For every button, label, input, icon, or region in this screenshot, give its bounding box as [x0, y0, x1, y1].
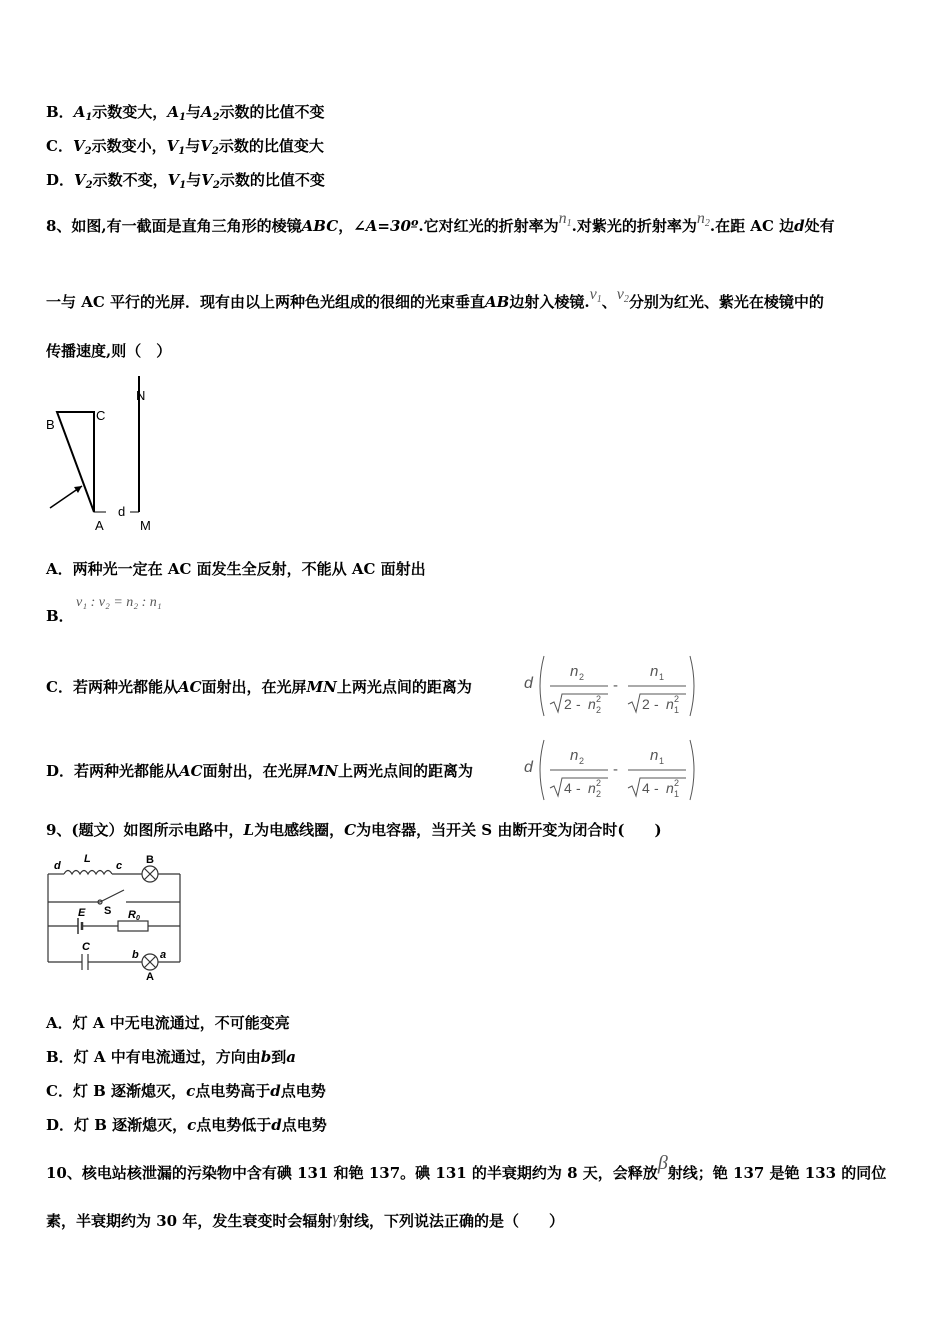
circuit-label-e: E: [78, 907, 86, 919]
den-right-n: n: [666, 696, 674, 712]
q8-option-b-formula: v₁ : v₂ = n₂ : n₁: [76, 595, 162, 610]
circuit-label-r-sub: 0: [136, 915, 140, 922]
prism-figure: [40, 372, 170, 538]
den-right-sub: 1: [674, 789, 680, 799]
num-n1-sub: 1: [659, 756, 665, 766]
circuit-label-r: R: [128, 909, 136, 921]
q8-option-d: D．若两种光都能从AC面射出，在光屏MN上两光点间的距离为: [46, 762, 473, 780]
circuit-label-b-point: b: [132, 949, 139, 961]
q7-option-c: C．$V_2$示数变小，$V_1$与$V_2$示数的比值变大: [46, 137, 324, 157]
q10-stem-line2: 素，半衰期约为 30 年，发生衰变时会辐射γ射线，下列说法正确的是（ ）: [46, 1208, 565, 1230]
den-right-sub: 1: [674, 705, 680, 715]
q7-option-d: D．$V_2$示数不变，$V_1$与$V_2$示数的比值不变: [46, 171, 325, 191]
q8-option-b: B．: [46, 607, 74, 625]
den-right-minus: -: [654, 780, 659, 796]
switch-s: [100, 890, 124, 902]
q10-stem-line1: 10、核电站核泄漏的污染物中含有碘 131 和铯 137。碘 131 的半衰期约为 8 天，会释放β射线；铯 137 是铯 133 的同位: [46, 1152, 887, 1182]
q9-option-c: C．灯 B 逐渐熄灭，c点电势高于d点电势: [46, 1082, 326, 1100]
den-left-sup: 2: [596, 694, 602, 704]
label-n: N: [136, 388, 146, 403]
num-n2-sub: 2: [579, 756, 585, 766]
q9-option-a: A．灯 A 中无电流通过，不可能变亮: [46, 1014, 290, 1032]
circuit-label-d: d: [54, 860, 61, 872]
label-d: d: [118, 504, 126, 519]
circuit-label-l: L: [84, 853, 91, 865]
q8-stem-line2: 一与 AC 平行的光屏．现有由以上两种色光组成的很细的光束垂直AB边射入棱镜$.v^1$、$v^2$分别为红光、紫光在棱镜中的: [46, 286, 824, 311]
den-right-const: 2: [642, 696, 650, 712]
label-m: M: [140, 518, 151, 533]
q7-option-b: B．$A_1$示数变大，$A_1$与$A_2$示数的比值不变: [46, 103, 325, 123]
circuit-label-capacitor: C: [82, 941, 90, 953]
q9-option-d: D．灯 B 逐渐熄灭，c点电势低于d点电势: [46, 1116, 327, 1134]
den-left-sub: 2: [596, 789, 602, 799]
num-n1: n: [650, 747, 659, 764]
formula-minus: -: [613, 761, 618, 778]
q8-option-c-formula: [522, 652, 702, 720]
den-left-n: n: [588, 696, 596, 712]
q8-option-a: A．两种光一定在 AC 面发生全反射，不能从 AC 面射出: [46, 560, 426, 578]
label-a: A: [95, 518, 104, 533]
circuit-label-b-lamp: B: [146, 854, 154, 866]
circuit-label-a-point: a: [160, 949, 167, 961]
formula-d: d: [524, 675, 533, 692]
circuit-label-s: S: [104, 905, 112, 917]
num-n2: n: [570, 663, 579, 680]
q8-stem-line3: 传播速度,则（ ）: [46, 342, 172, 360]
den-right-sup: 2: [674, 694, 680, 704]
q9-stem: 9、(题文）如图所示电路中，L为电感线圈，C为电容器，当开关 S 由断开变为闭合时( ): [46, 821, 662, 839]
right-paren: [690, 656, 694, 716]
den-left-minus: -: [576, 696, 581, 712]
den-right-sup: 2: [674, 778, 680, 788]
left-paren: [540, 656, 544, 716]
right-paren: [690, 740, 694, 800]
den-right-const: 4: [642, 780, 650, 796]
num-n1: n: [650, 663, 659, 680]
q9-option-b: B．灯 A 中有电流通过，方向由b到a: [46, 1048, 297, 1066]
resistor-r0: [118, 921, 148, 931]
den-left-const: 4: [564, 780, 572, 796]
formula-minus: -: [613, 677, 618, 694]
label-c: C: [96, 408, 106, 423]
prism-triangle: [57, 412, 94, 512]
den-right-minus: -: [654, 696, 659, 712]
q8-stem-line1: 8、如图,有一截面是直角三角形的棱镜ABC，∠A=30º.它对红光的折射率为$n^1$.对紫光的折射率为$n^2$.在距 AC 边d处有: [46, 210, 835, 235]
den-right-n: n: [666, 780, 674, 796]
num-n1-sub: 1: [659, 672, 665, 682]
label-b: B: [46, 417, 55, 432]
num-n2-sub: 2: [579, 672, 585, 682]
inductor-coil: [64, 871, 112, 875]
den-left-sub: 2: [596, 705, 602, 715]
formula-d: d: [524, 759, 533, 776]
den-left-n: n: [588, 780, 596, 796]
num-n2: n: [570, 747, 579, 764]
ray-arrowhead: [74, 486, 82, 493]
q8-option-d-formula: [522, 736, 702, 804]
left-paren: [540, 740, 544, 800]
circuit-figure: [44, 852, 186, 982]
den-left-minus: -: [576, 780, 581, 796]
circuit-label-c-point: c: [116, 860, 123, 872]
den-left-sup: 2: [596, 778, 602, 788]
den-left-const: 2: [564, 696, 572, 712]
circuit-label-a-lamp: A: [146, 971, 154, 982]
q8-option-c: C．若两种光都能从AC面射出，在光屏MN上两光点间的距离为: [46, 678, 472, 696]
